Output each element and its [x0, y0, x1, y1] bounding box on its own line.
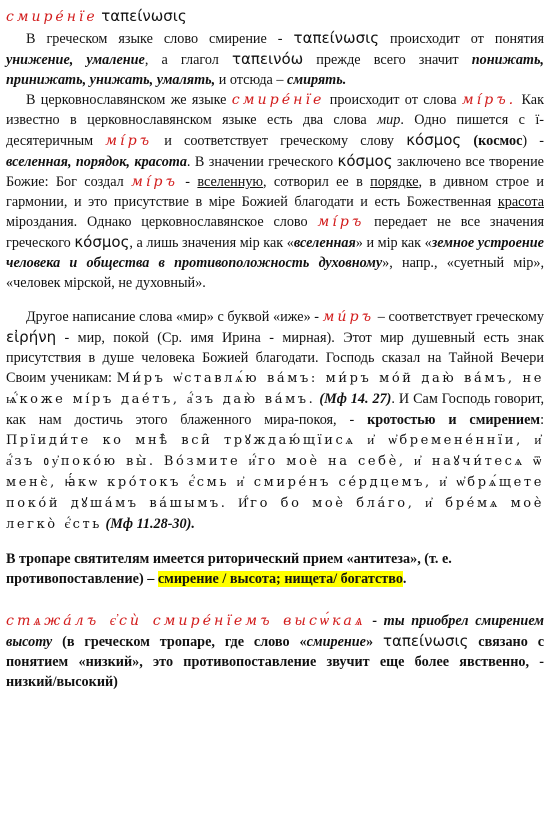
- text: В церковнославянском же языке: [26, 92, 232, 108]
- bold-text: (в греческом тропаре, где слово «: [52, 634, 307, 650]
- emphasis: вселенная, порядок, красота: [6, 154, 187, 170]
- text: , а лишь значения мір как «: [129, 235, 294, 251]
- greek-term: κόσμος: [406, 131, 462, 149]
- text: и отсюда –: [215, 72, 288, 88]
- cs-quote: Прїиди́те ко мнѣ̀ вси̑ трꙋждаю́щїисѧ и҆ ѡ҆бремене́ннїи, и҆ а҆́зъ ᲂу҆поко́ю вы̀. Во́змите и҆́го моѐ на себѐ, и҆ наꙋчи́тесѧ ѿ менє̀, ꙗ҆́кѡ кро́токъ є҆́смь и҆ смире́нъ се́рдцемъ, и҆ ѡ҆брѧ́щете поко́й дꙋша́мъ ва́шымъ. И҆́го бо моѐ бла́го, и҆ бре́мѧ моѐ легко̀ є҆́сть: [6, 433, 544, 532]
- text: » и мір как «: [355, 235, 432, 251]
- text: , а глагол: [144, 52, 232, 68]
- scripture-reference: (Мф 14. 27): [319, 391, 392, 407]
- cs-quote: Ми́ръ ѡ҆ставлѧ́ю ва́мъ: ми́ръ мо́й даю̀ ва́мъ, не ѩ҆́коже мі́ръ дае́тъ, а҆́зъ даю̀ ва́мъ.: [6, 371, 544, 407]
- cs-word: смире́нїе: [231, 92, 325, 108]
- greek-term: ταπείνωσις: [293, 29, 380, 47]
- text: -: [177, 174, 198, 190]
- text: В греческом языке слово смирение -: [26, 31, 294, 47]
- bold-text: .: [402, 571, 407, 587]
- bold-text: В тропаре святителям имеется риторический прием «антитеза», (т. е. противопоставление) –: [6, 551, 452, 587]
- greek-term: κόσμος: [74, 233, 130, 251]
- cs-word: мі́ръ.: [461, 92, 517, 108]
- emphasis: смирение: [306, 634, 366, 650]
- italic-word: мир: [377, 112, 401, 128]
- paragraph-greek-meaning: [6, 28, 544, 90]
- text: . Одно пишется с ї-десятеричным: [6, 112, 544, 149]
- highlighted-text: смирение / высота; нищета/ богатство: [157, 571, 403, 587]
- text: :: [540, 412, 545, 428]
- cs-word: стѧжа́лъ є҆сѝ смире́нїемъ высѡ́каѧ: [6, 613, 366, 629]
- greek-term: ταπείνωσις: [382, 632, 469, 650]
- text: и соответствует греческому слову: [152, 133, 407, 149]
- bold-word: кротостью и смирением: [367, 412, 541, 428]
- emphasis: смирять.: [287, 72, 347, 88]
- cs-word: мі́ръ: [317, 214, 365, 230]
- bold-text: связано с понятием «низкий», это противопоставление звучит еще более явственно, - низкий/высокий): [6, 634, 545, 690]
- text: происходит от слова: [324, 92, 462, 108]
- greek-term: εἰρήνη: [6, 328, 57, 346]
- text: , сотворил ее в: [263, 174, 371, 190]
- text: Как известно в церковнославянском языке есть два слова: [6, 92, 545, 128]
- text: передает не все значения греческого: [6, 214, 545, 251]
- greek-term: κόσμος: [337, 152, 393, 170]
- cs-word: мі́ръ: [105, 133, 153, 149]
- bold-word: (космос: [473, 133, 523, 149]
- text: - мир, покой (Ср. имя Ирина - мирная). Этот мир душевный есть знак присутствия в душе человека Божией благодати. Господь сказал на Тайной Вечери Своим ученикам:: [6, 330, 544, 386]
- emphasis: ты приобрел смирением высоту: [6, 613, 544, 650]
- text: , в дивном строе и гармонии, и это присутствие в міре Божией благодати и есть Божественная: [6, 174, 544, 210]
- text: . В значении греческого: [186, 154, 338, 170]
- emphasis: земное устроение человека и общества в противоположность духовному: [6, 235, 544, 271]
- underlined-word: вселенную: [197, 174, 264, 190]
- paragraph-mir-peace: [6, 307, 544, 535]
- text: міроздания. Однако церковнославянское слово: [6, 214, 318, 230]
- spacer: [6, 535, 544, 549]
- greek-word-tapeinosis: ταπείνωσις: [101, 7, 187, 25]
- text: происходит от понятия: [379, 31, 544, 47]
- underlined-word: порядке: [370, 174, 419, 190]
- text: Другое написание слова «мир» с буквой «иже» -: [26, 309, 323, 325]
- paragraph-slavonic-mir: [6, 90, 544, 293]
- emphasis: унижение, умаление: [6, 52, 145, 68]
- paragraph-troparion: [6, 611, 544, 692]
- spacer: [6, 589, 544, 611]
- text: – соответствует греческому: [374, 309, 544, 325]
- text: . И Сам Господь говорит, как нам достичь этого блаженного мира-покоя, -: [6, 391, 545, 428]
- scripture-reference: (Мф 11.28-30).: [105, 516, 195, 532]
- text: ) -: [522, 133, 544, 149]
- cs-word-smirenie: смире́нїе: [6, 9, 98, 25]
- bold-text: »: [365, 634, 383, 650]
- cs-word: мі́ръ: [131, 174, 178, 190]
- underlined-word: красота: [497, 194, 544, 210]
- greek-term: ταπεινόω: [231, 50, 304, 68]
- paragraph-antithesis: [6, 549, 544, 589]
- emphasis: понижать, принижать, унижать, умалять,: [6, 52, 544, 88]
- heading-line: [6, 6, 544, 28]
- emphasis: вселенная: [293, 235, 356, 251]
- text: заключено все творение Божие: Бог создал: [6, 154, 544, 190]
- bold-text: -: [365, 613, 384, 629]
- text: прежде всего значит: [303, 52, 472, 68]
- cs-word: ми́ръ: [322, 309, 375, 325]
- spacer: [6, 293, 544, 307]
- text: », напр., «суетный мір», «человек мірской, не духовный».: [6, 255, 544, 291]
